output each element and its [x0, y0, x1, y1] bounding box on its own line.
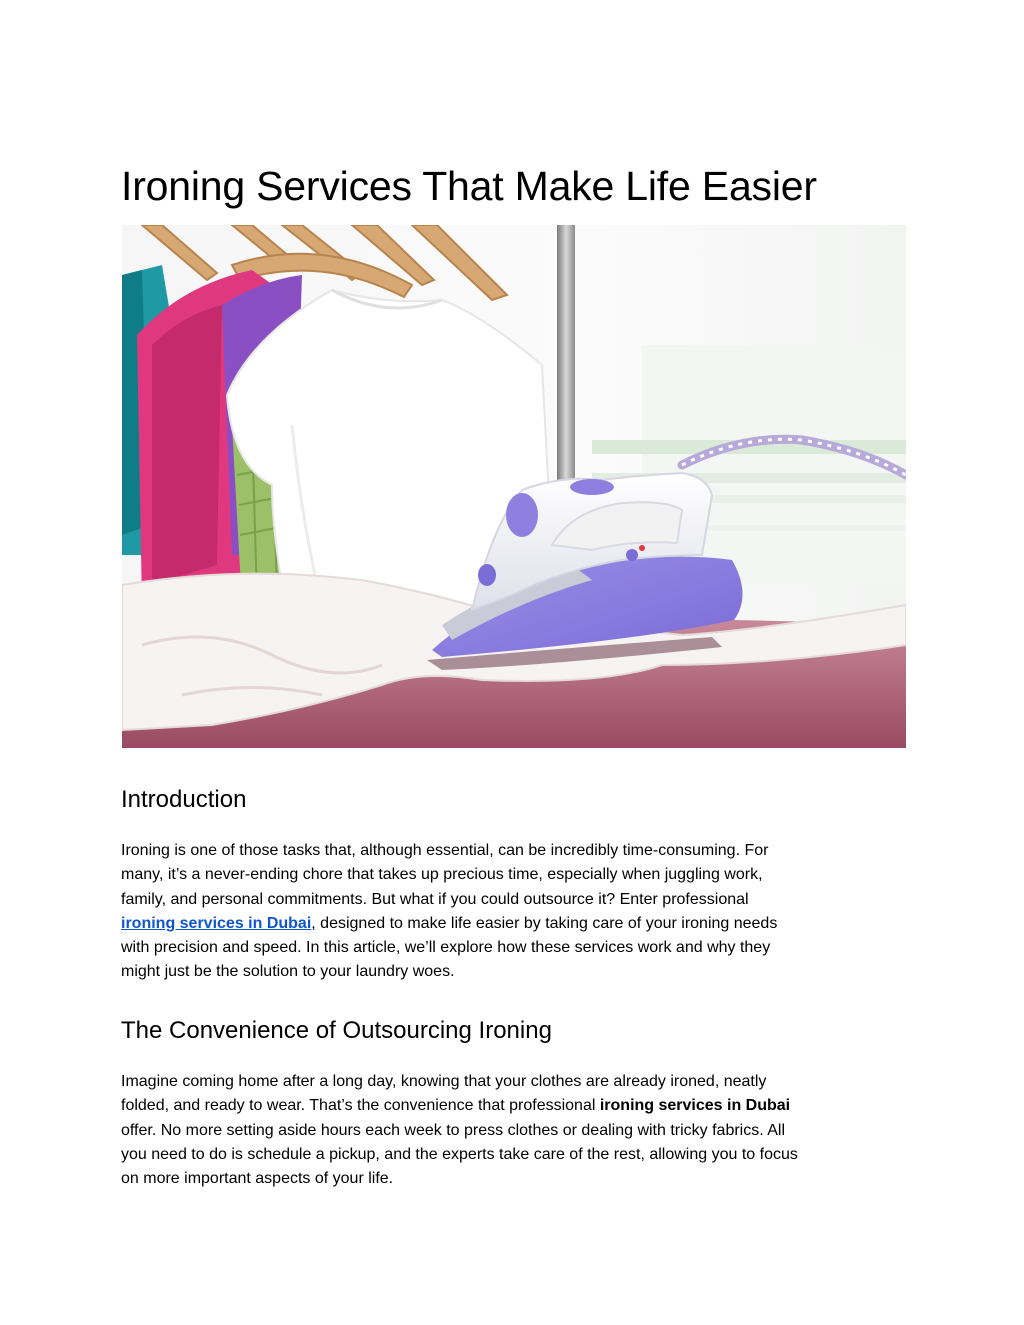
paragraph-line: family, and personal commitments. But what if you could outsource it? Enter professional: [121, 890, 749, 908]
line-leading-text: folded, and ready to wear. That’s the convenience that professional: [121, 1097, 600, 1115]
bold-keyword: ironing services in Dubai: [599, 1097, 791, 1115]
paragraph-line: Imagine coming home after a long day, knowing that your clothes are already ironed, neatly: [121, 1073, 767, 1090]
hero-image: [122, 225, 906, 748]
introduction-paragraph: [121, 839, 911, 985]
paragraph-line: might just be the solution to your laundry woes.: [121, 963, 455, 981]
paragraph-line: you need to do is schedule a pickup, and the experts take care of the rest, allowing you to focus: [121, 1145, 798, 1163]
link-trailing-text: , designed to make life easier by taking care of your ironing needs: [311, 914, 778, 932]
paragraph-line: [121, 912, 911, 936]
section-heading-introduction: Introduction: [121, 786, 247, 813]
document-title: Ironing Services That Make Life Easier: [121, 163, 817, 209]
paragraph-line: [121, 1094, 911, 1118]
ironing-services-link[interactable]: ironing services in Dubai: [121, 914, 312, 932]
convenience-paragraph: [121, 1070, 911, 1191]
paragraph-line: offer. No more setting aside hours each week to press clothes or dealing with tricky fabrics. All: [121, 1121, 786, 1139]
paragraph-line: Ironing is one of those tasks that, although essential, can be incredibly time-consuming. For: [121, 842, 769, 859]
paragraph-line: many, it’s a never-ending chore that takes up precious time, especially when juggling work,: [121, 866, 763, 884]
paragraph-line: with precision and speed. In this article, we’ll explore how these services work and why they: [121, 939, 771, 957]
paragraph-line: on more important aspects of your life.: [121, 1170, 394, 1188]
section-heading-convenience: The Convenience of Outsourcing Ironing: [121, 1017, 552, 1044]
